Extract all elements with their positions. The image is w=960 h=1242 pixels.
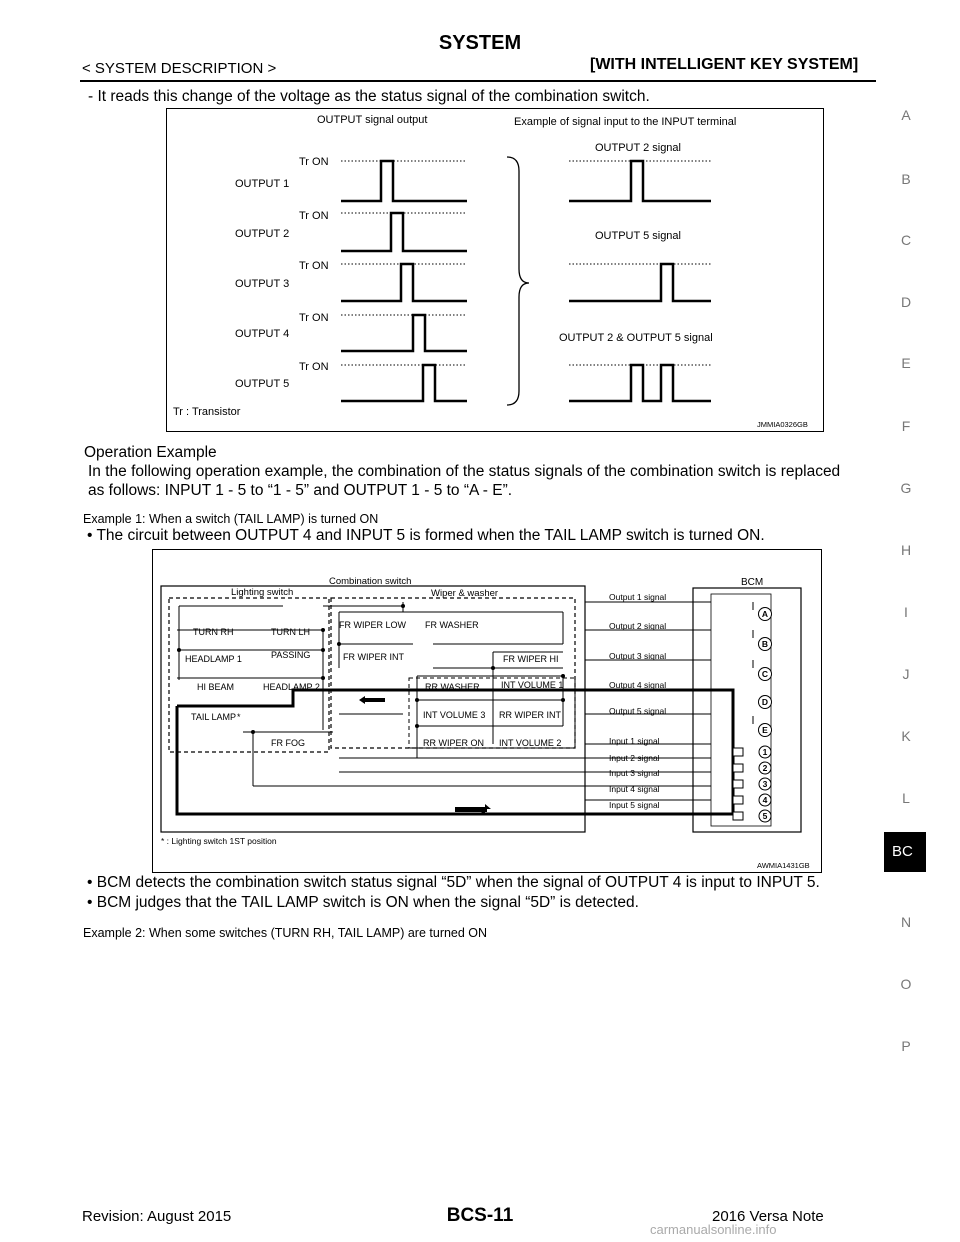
index-letter: D xyxy=(900,294,912,310)
grouping-brace xyxy=(507,157,529,405)
index-letter: L xyxy=(902,790,910,806)
index-letter: C xyxy=(900,232,912,248)
terminal-letter: E xyxy=(762,725,768,735)
switch-int-volume3: INT VOLUME 3 xyxy=(423,710,486,720)
input-example-3 xyxy=(559,332,713,401)
footer-model: 2016 Versa Note xyxy=(712,1208,824,1225)
output-row-4 xyxy=(235,312,467,351)
switch-rr-wiper-int: RR WIPER INT xyxy=(499,710,561,720)
signal-label: Input 5 signal xyxy=(609,800,660,810)
current-section-tab[interactable]: BC xyxy=(884,832,926,872)
switch-headlamp1: HEADLAMP 1 xyxy=(185,654,242,664)
terminal-number: 1 xyxy=(762,747,768,757)
switch-int-volume2: INT VOLUME 2 xyxy=(499,738,562,748)
tr-on-label: Tr ON xyxy=(299,260,329,272)
signal-label: Input 4 signal xyxy=(609,784,660,794)
example2-heading: Example 2: When some switches (TURN RH, TAIL LAMP) are turned ON xyxy=(83,926,488,940)
index-letter: N xyxy=(900,914,912,930)
watermark: carmanualsonline.info xyxy=(650,1222,777,1237)
index-letter: K xyxy=(901,728,911,744)
switch-headlamp2: HEADLAMP 2 xyxy=(263,682,320,692)
lighting-switch-box xyxy=(169,598,329,752)
switch-fr-wiper-hi: FR WIPER HI xyxy=(503,654,559,664)
signal-label: Output 3 signal xyxy=(609,651,667,661)
fig1-code: JMMIA0326GB xyxy=(757,420,808,429)
terminal-letter: B xyxy=(761,639,769,649)
operation-text-line2: as follows: INPUT 1 - 5 to “1 - 5” and OUTPUT 1 - 5 to “A - E”. xyxy=(88,482,513,499)
figure-combination-switch-circuit xyxy=(152,549,822,873)
example1-heading: Example 1: When a switch (TAIL LAMP) is turned ON xyxy=(83,512,379,526)
input-example-1 xyxy=(569,142,711,201)
terminal-letter: D xyxy=(761,697,769,707)
signal-label: Output 4 signal xyxy=(609,680,667,690)
example1-bullet: • The circuit between OUTPUT 4 and INPUT 5 is formed when the TAIL LAMP switch is turned ON. xyxy=(87,527,765,544)
bcm-label: BCM xyxy=(741,577,764,588)
index-letter: G xyxy=(900,480,912,496)
bcm-box xyxy=(693,588,801,832)
output-row-3 xyxy=(235,260,467,301)
signal-label: Input 1 signal xyxy=(609,736,660,746)
section-label: < SYSTEM DESCRIPTION > xyxy=(82,60,277,77)
index-letter: E xyxy=(901,355,911,371)
tr-on-label: Tr ON xyxy=(299,312,329,324)
output-label: OUTPUT 1 xyxy=(235,178,290,190)
svg-text:*: * xyxy=(237,712,241,722)
switch-fr-wiper-low: FR WIPER LOW xyxy=(339,620,406,630)
variant-label: [WITH INTELLIGENT KEY SYSTEM] xyxy=(590,56,859,73)
terminal-number: 2 xyxy=(762,763,768,773)
signal-label: Output 2 signal xyxy=(609,621,667,631)
index-letter: B xyxy=(901,171,911,187)
right-label: OUTPUT 2 signal xyxy=(595,142,681,154)
switch-int-volume1: INT VOLUME 1 xyxy=(501,680,564,690)
terminal-number: 3 xyxy=(762,779,768,789)
operation-text-line1: In the following operation example, the combination of the status signals of the combination switch is replaced xyxy=(88,463,841,480)
output-row-1 xyxy=(235,156,467,201)
figure-signal-timing xyxy=(166,108,824,432)
operation-example-heading: Operation Example xyxy=(84,444,217,461)
switch-fr-fog: FR FOG xyxy=(271,738,305,748)
output-label: OUTPUT 4 xyxy=(235,328,290,340)
index-letter: A xyxy=(901,107,911,123)
combination-switch-label: Combination switch xyxy=(329,576,412,587)
wiper-washer-label: Wiper & washer xyxy=(431,588,499,599)
bullet-bcm-judges: • BCM judges that the TAIL LAMP switch is ON when the signal “5D” is detected. xyxy=(87,894,639,911)
output-row-2 xyxy=(235,210,467,251)
index-letter: F xyxy=(901,418,911,434)
switch-fr-washer: FR WASHER xyxy=(425,620,479,630)
lighting-switch-label: Lighting switch xyxy=(231,587,294,598)
index-letter: H xyxy=(900,542,912,558)
output-label: OUTPUT 3 xyxy=(235,278,290,290)
tr-on-label: Tr ON xyxy=(299,210,329,222)
terminal-number: 4 xyxy=(762,795,768,805)
fig2-footnote: * : Lighting switch 1ST position xyxy=(161,836,277,846)
right-label: OUTPUT 2 & OUTPUT 5 signal xyxy=(559,332,713,344)
footer-revision: Revision: August 2015 xyxy=(82,1208,232,1225)
right-label: OUTPUT 5 signal xyxy=(595,230,681,242)
index-letter: I xyxy=(904,604,908,620)
switch-passing: PASSING xyxy=(271,650,311,660)
fig1-title-right: Example of signal input to the INPUT terminal xyxy=(514,116,737,128)
switch-fr-wiper-int: FR WIPER INT xyxy=(343,652,404,662)
output-row-5 xyxy=(235,361,467,401)
body-line1: - It reads this change of the voltage as the status signal of the combination switch. xyxy=(88,88,650,105)
footer-page-number: BCS-11 xyxy=(446,1205,514,1226)
index-letter: J xyxy=(902,666,910,682)
input-example-2 xyxy=(569,230,711,301)
output-label: OUTPUT 2 xyxy=(235,228,290,240)
switch-turn-lh: TURN LH xyxy=(271,627,311,637)
output-label: OUTPUT 5 xyxy=(235,378,290,390)
signal-label: Output 1 signal xyxy=(609,592,667,602)
tr-on-label: Tr ON xyxy=(299,361,329,373)
header-rule xyxy=(80,80,876,82)
page-title: SYSTEM xyxy=(438,32,522,54)
switch-tail-lamp: TAIL LAMP xyxy=(191,712,237,722)
tr-on-label: Tr ON xyxy=(299,156,329,168)
terminal-number: 5 xyxy=(762,811,768,821)
signal-label: Input 2 signal xyxy=(609,753,660,763)
index-letter: P xyxy=(901,1038,911,1054)
terminal-letter: A xyxy=(761,609,769,619)
fig1-title-left: OUTPUT signal output xyxy=(317,114,428,126)
switch-rr-washer: RR WASHER xyxy=(425,682,480,692)
bullet-bcm-detects: • BCM detects the combination switch status signal “5D” when the signal of OUTPUT 4 is input to INPUT 5. xyxy=(87,874,820,891)
index-letter: O xyxy=(900,976,912,992)
switch-hi-beam: HI BEAM xyxy=(197,682,235,692)
switch-rr-wiper-on: RR WIPER ON xyxy=(423,738,485,748)
terminal-letter: C xyxy=(761,669,769,679)
fig1-footnote: Tr : Transistor xyxy=(173,406,241,418)
fig2-code: AWMIA1431GB xyxy=(757,861,810,870)
signal-label: Output 5 signal xyxy=(609,706,667,716)
switch-turn-rh: TURN RH xyxy=(193,627,234,637)
signal-label: Input 3 signal xyxy=(609,768,660,778)
